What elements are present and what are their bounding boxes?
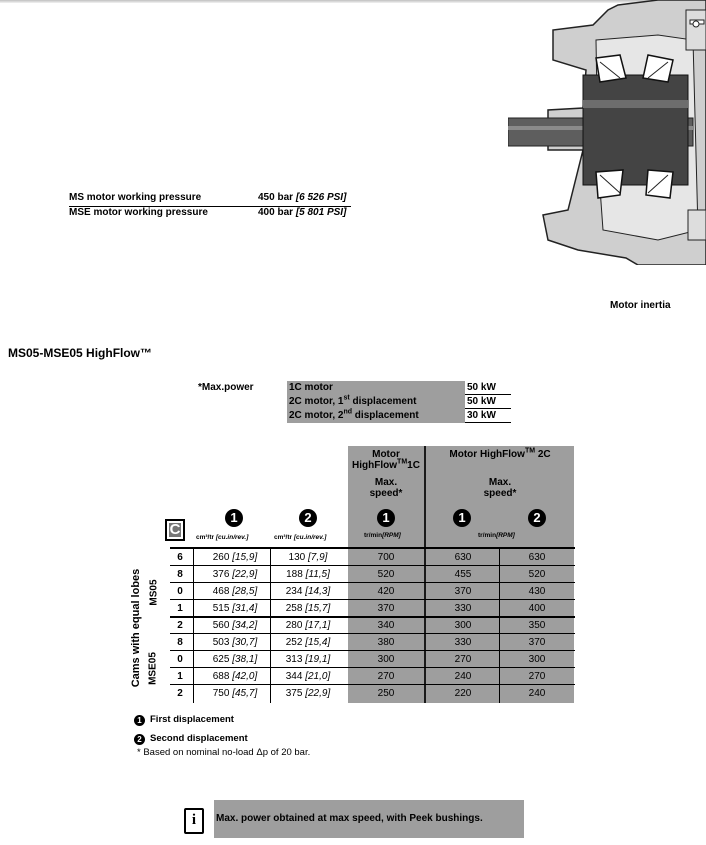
cam-cell: 0 — [177, 586, 183, 597]
row-divider — [170, 599, 575, 600]
displacement-1-cell: 625 [38,1] — [212, 654, 258, 665]
unit-speed-2c: tr/min[RPM] — [478, 532, 515, 539]
column-separator — [270, 548, 271, 703]
mse-pressure-label: MSE motor working pressure — [69, 207, 208, 218]
row-divider — [170, 667, 575, 668]
speed-1c-cell: 520 — [377, 569, 395, 580]
row-divider — [170, 633, 575, 634]
max-power-row-label: 2C motor, 1st displacement — [287, 395, 465, 409]
table-row — [170, 634, 575, 651]
cam-cell: 6 — [177, 552, 183, 563]
cam-symbol-icon: C — [165, 519, 185, 541]
side-label: Cams with equal lobes — [130, 568, 142, 688]
displacement-2-cell: 234 [14,3] — [285, 586, 331, 597]
speed-2c-second-cell: 350 — [528, 620, 546, 631]
unit-speed-1c: tr/min[RPM] — [364, 532, 401, 539]
speed-2c-first-cell: 455 — [454, 569, 472, 580]
motor-cross-section-drawing — [508, 0, 706, 265]
displacement-2-cell: 252 [15,4] — [285, 637, 331, 648]
speed-2c-first-cell: 300 — [454, 620, 472, 631]
max-power-row-value: 50 kW — [467, 382, 496, 393]
displacement-2-cell: 344 [21,0] — [285, 671, 331, 682]
speed-2c-first-cell: 220 — [454, 688, 472, 699]
unit-displacement-1: cm³/tr [cu.in/rev.] — [196, 534, 249, 541]
speed-2c-first-cell: 270 — [454, 654, 472, 665]
row-divider — [170, 547, 575, 549]
group-label-ms05: MS05 — [148, 579, 160, 606]
table-row — [170, 668, 575, 685]
max-power-row-label: 1C motor — [287, 381, 465, 395]
info-note: Max. power obtained at max speed, with Peek bushings. — [214, 800, 524, 838]
cam-cell: 8 — [177, 637, 183, 648]
max-power-row-label: 2C motor, 2nd displacement — [287, 409, 465, 423]
cam-cell: 2 — [177, 688, 183, 699]
displacement-2-cell: 130 [7,9] — [288, 552, 328, 563]
motor-inertia-label: Motor inertia — [610, 300, 671, 311]
max-power-row-value: 50 kW — [467, 396, 496, 407]
table-row — [170, 549, 575, 566]
circle-1-icon: 1 — [225, 509, 243, 527]
cam-cell: 1 — [177, 671, 183, 682]
row-divider — [170, 565, 575, 566]
column-separator — [193, 548, 194, 703]
speed-1c-cell: 380 — [377, 637, 395, 648]
cam-cell: 2 — [177, 620, 183, 631]
displacement-2-cell: 375 [22,9] — [285, 688, 331, 699]
speed-2c-second-cell: 270 — [528, 671, 546, 682]
group-label-mse05: MSE05 — [147, 652, 159, 685]
speed-2c-first-cell: 630 — [454, 552, 472, 563]
note-first-displacement: First displacement — [150, 714, 234, 725]
speed-2c-first-cell: 330 — [454, 603, 472, 614]
header-2c: Motor HighFlow™ 2C — [449, 447, 551, 460]
displacement-1-cell: 260 [15,9] — [212, 552, 258, 563]
cam-cell: 1 — [177, 603, 183, 614]
unit-displacement-2: cm³/tr [cu.in/rev.] — [274, 534, 327, 541]
circle-1-icon: 1 — [377, 509, 395, 527]
speed-1c-cell: 370 — [377, 603, 395, 614]
table-row — [170, 685, 575, 702]
displacement-1-cell: 688 [42,0] — [212, 671, 258, 682]
mse-pressure-value: 400 bar [5 801 PSI] — [258, 207, 347, 218]
speed-1c-cell: 270 — [377, 671, 395, 682]
max-power-label: *Max.power — [198, 382, 254, 393]
speed-2c-second-cell: 630 — [528, 552, 546, 563]
ms-pressure-label: MS motor working pressure — [69, 192, 202, 203]
speed-1c-cell: 340 — [377, 620, 395, 631]
speed-2c-second-cell: 520 — [528, 569, 546, 580]
displacement-1-cell: 376 [22,9] — [212, 569, 258, 580]
circle-2-icon: 2 — [528, 509, 546, 527]
row-divider — [170, 616, 575, 618]
displacement-2-cell: 188 [11,5] — [286, 569, 330, 580]
speed-2c-second-cell: 430 — [528, 586, 546, 597]
row-divider — [170, 582, 575, 583]
circle-2-icon: 2 — [299, 509, 317, 527]
speed-1c-cell: 420 — [377, 586, 395, 597]
row-divider — [170, 684, 575, 685]
info-icon: i — [184, 808, 204, 834]
table-row — [170, 617, 575, 634]
displacement-1-cell: 468 [28,5] — [212, 586, 258, 597]
cam-cell: 8 — [177, 569, 183, 580]
max-speed-header-2c: Max. speed* — [483, 477, 517, 499]
circle-2-icon: 2 — [134, 734, 145, 745]
header-1c: Motor HighFlow™1C — [352, 449, 420, 471]
speed-1c-cell: 700 — [377, 552, 395, 563]
displacement-2-cell: 258 [15,7] — [285, 603, 331, 614]
displacement-1-cell: 503 [30,7] — [212, 637, 258, 648]
column-separator — [499, 548, 500, 703]
section-title: MS05-MSE05 HighFlow™ — [8, 346, 153, 360]
speed-1c-cell: 300 — [377, 654, 395, 665]
cam-cell: 0 — [177, 654, 183, 665]
speed-2c-second-cell: 370 — [528, 637, 546, 648]
table-row — [170, 583, 575, 600]
speed-2c-second-cell: 400 — [528, 603, 546, 614]
max-power-row-value: 30 kW — [467, 410, 496, 421]
displacement-1-cell: 560 [34,2] — [212, 620, 258, 631]
displacement-2-cell: 313 [19,1] — [285, 654, 331, 665]
speed-1c-cell: 250 — [377, 688, 395, 699]
speed-2c-first-cell: 330 — [454, 637, 472, 648]
circle-1-icon: 1 — [134, 715, 145, 726]
speed-2c-first-cell: 370 — [454, 586, 472, 597]
displacement-2-cell: 280 [17,1] — [285, 620, 331, 631]
table-row — [170, 600, 575, 617]
table-row — [170, 566, 575, 583]
note-second-displacement: Second displacement — [150, 733, 248, 744]
ms-pressure-value: 450 bar [6 526 PSI] — [258, 192, 347, 203]
note-star: * Based on nominal no-load Δp of 20 bar. — [137, 747, 311, 758]
max-speed-header-1c: Max. speed* — [369, 477, 403, 499]
speed-2c-first-cell: 240 — [454, 671, 472, 682]
displacement-1-cell: 515 [31,4] — [212, 603, 258, 614]
speed-2c-second-cell: 240 — [528, 688, 546, 699]
speed-2c-second-cell: 300 — [528, 654, 546, 665]
table-row — [170, 651, 575, 668]
row-divider — [170, 650, 575, 651]
circle-1-icon: 1 — [453, 509, 471, 527]
displacement-1-cell: 750 [45,7] — [212, 688, 258, 699]
